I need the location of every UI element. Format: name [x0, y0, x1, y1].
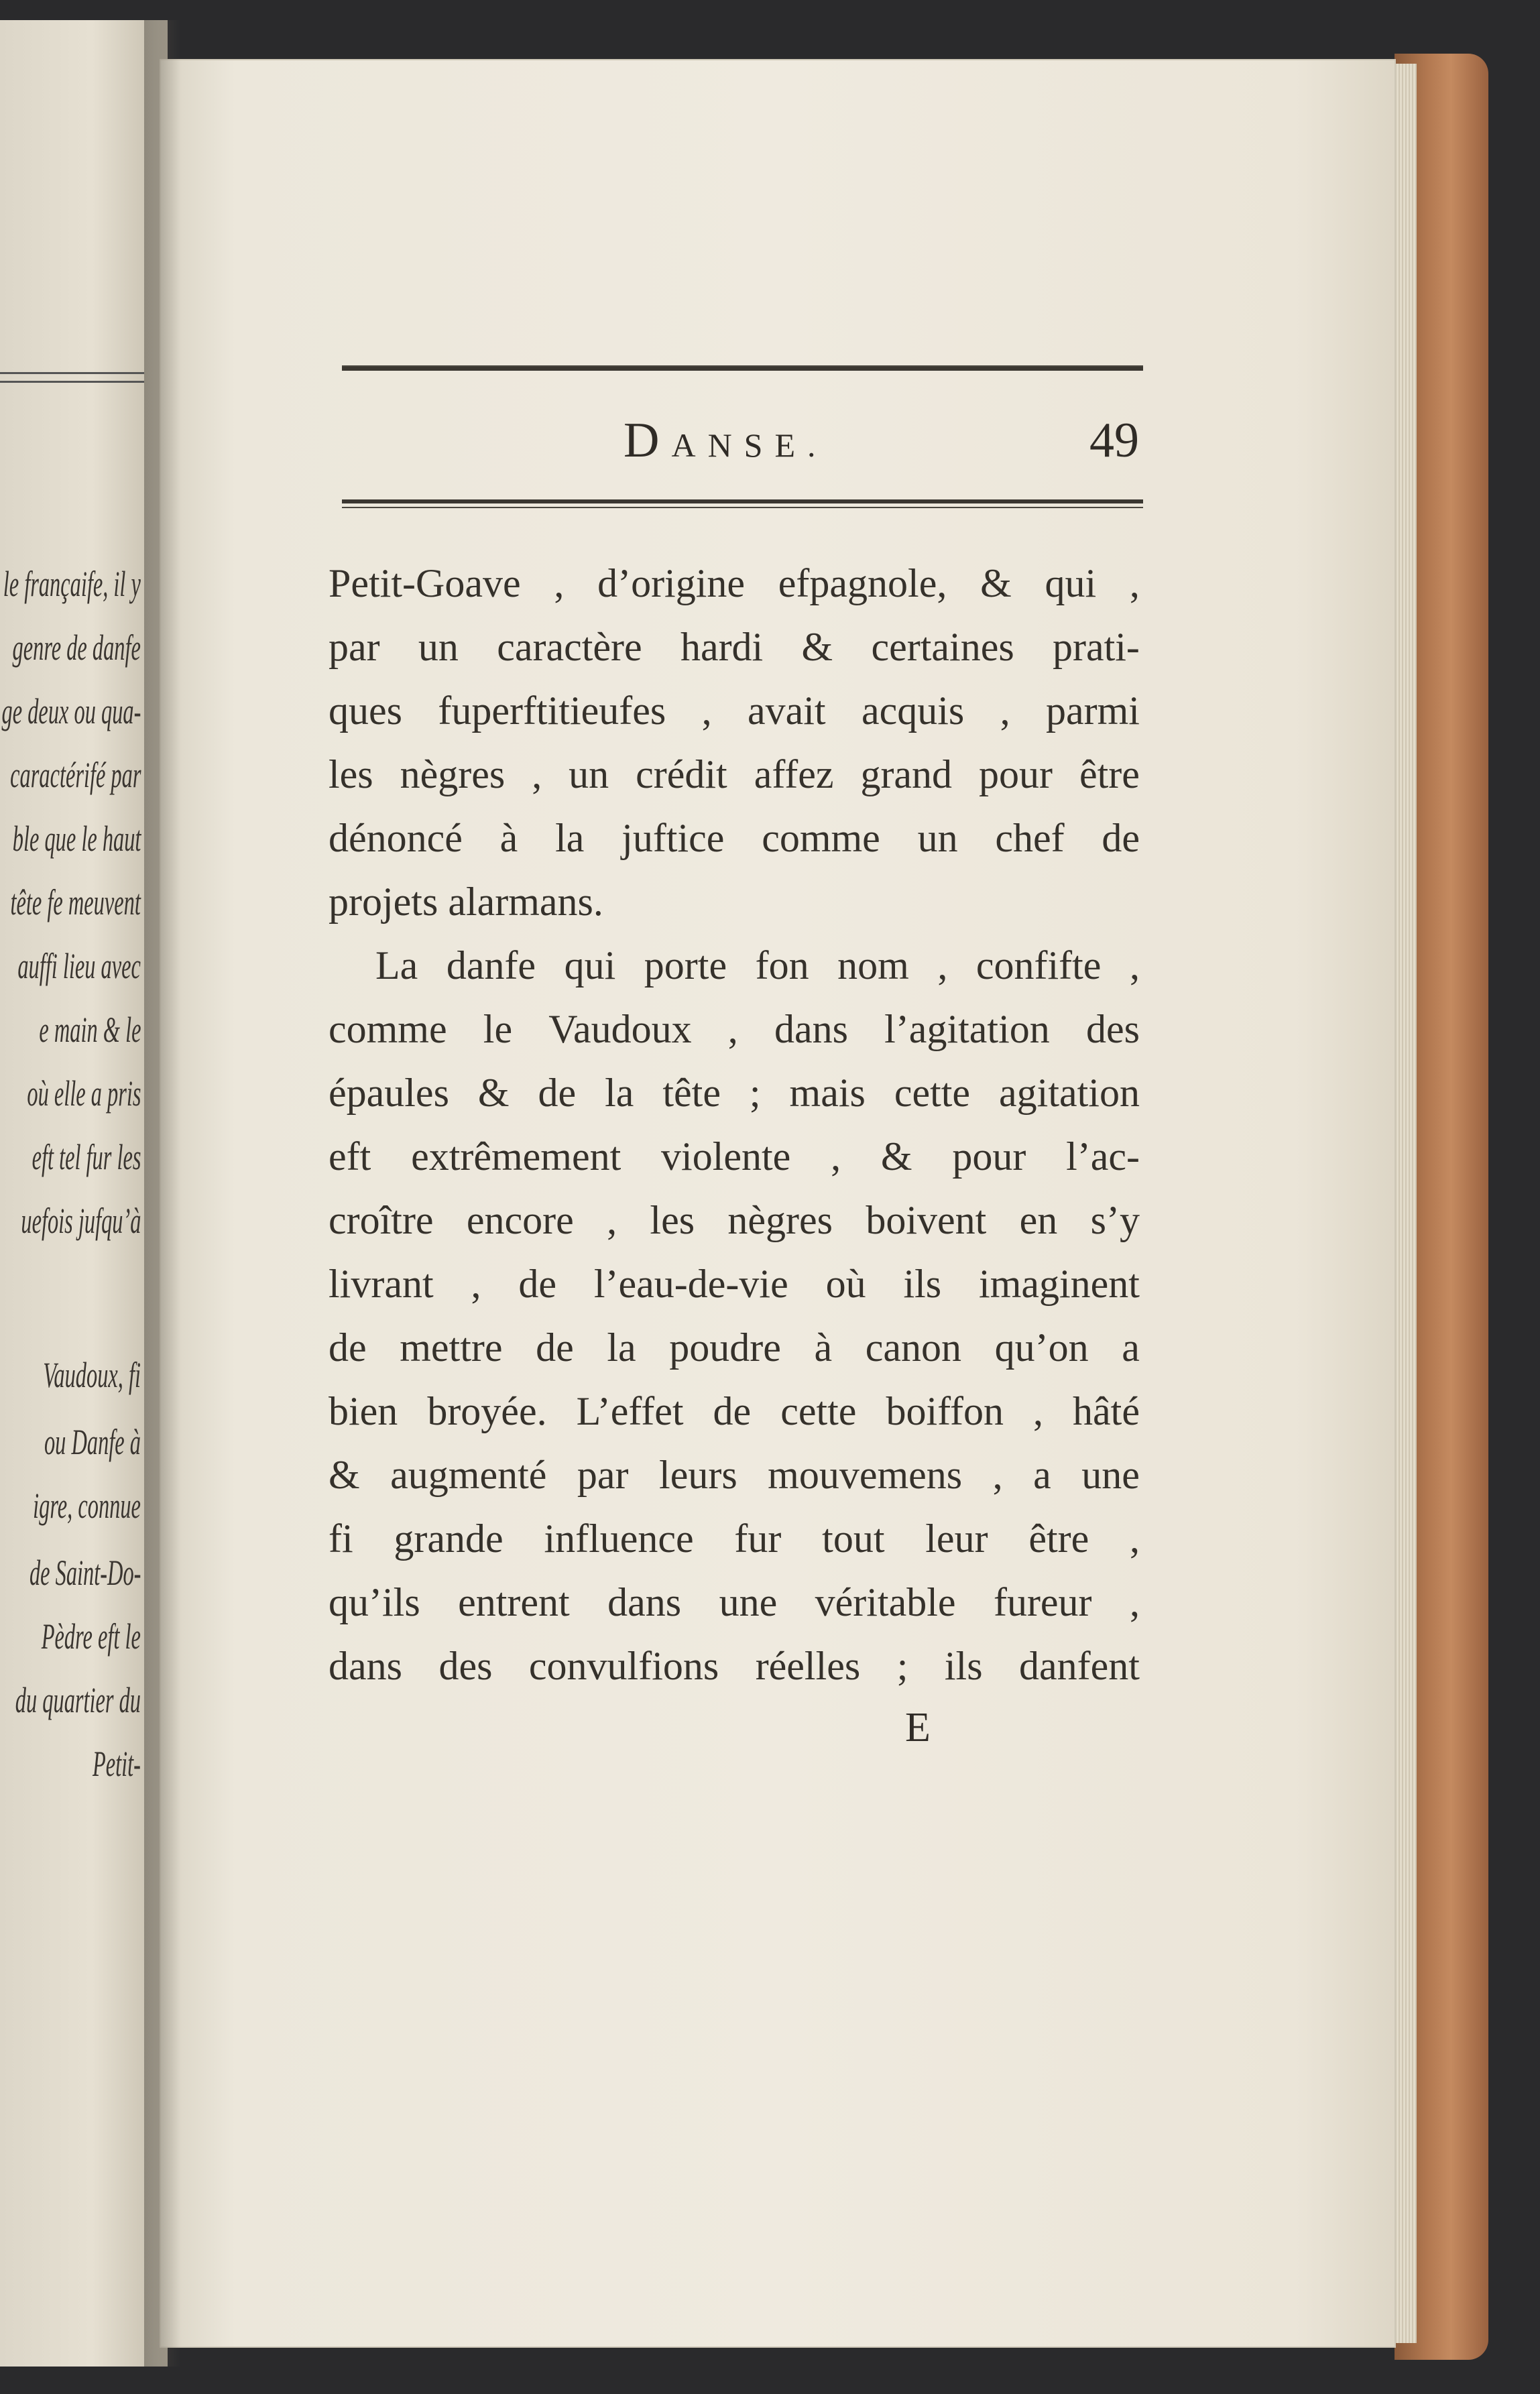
text-line: bien broyée. L’effet de cette boiffon , hâté — [329, 1389, 1140, 1433]
facing-line: caractérifé par — [9, 755, 141, 795]
signature-mark: E — [905, 1705, 931, 1750]
facing-line: ble que le haut — [12, 819, 141, 859]
text-line: fi grande influence fur tout leur être , — [329, 1516, 1140, 1561]
text-line: par un caractère hardi & certaines prati- — [329, 625, 1140, 669]
header-bottom-rule — [342, 499, 1143, 508]
facing-line: Pèdre eft le — [41, 1616, 141, 1657]
facing-line: uefois jufqu’à — [20, 1201, 141, 1241]
facing-line: du quartier du — [15, 1680, 141, 1720]
facing-line: où elle a pris — [26, 1073, 141, 1114]
facing-line: tête fe meuvent — [10, 882, 141, 922]
page-number: 49 — [1089, 413, 1139, 468]
facing-line: le françaife, il y — [3, 564, 141, 604]
text-line: croître encore , les nègres boivent en s’y — [329, 1198, 1140, 1242]
text-line: La danfe qui porte fon nom , confifte , — [375, 943, 1140, 987]
text-line: projets alarmans. — [329, 880, 603, 924]
text-line: les nègres , un crédit affez grand pour être — [329, 752, 1140, 796]
text-line: & augmenté par leurs mouvemens , a une — [329, 1453, 1140, 1497]
facing-line: eft tel fur les — [32, 1137, 141, 1177]
facing-line: auffi lieu avec — [17, 946, 141, 986]
text-line: ques fuperftitieufes , avait acquis , parmi — [329, 689, 1140, 733]
text-line: dénoncé à la juftice comme un chef de — [329, 816, 1140, 860]
facing-line: de Saint-Do- — [29, 1553, 141, 1593]
text-line: comme le Vaudoux , dans l’agitation des — [329, 1007, 1140, 1051]
facing-line: e main & le — [38, 1010, 141, 1050]
text-line: livrant , de l’eau-de-vie où ils imaginent — [329, 1262, 1140, 1306]
header-top-rule — [342, 362, 1143, 371]
facing-page-rules — [0, 372, 144, 390]
text-line: qu’ils entrent dans une véritable fureur , — [329, 1580, 1140, 1624]
text-line: eft extrêmement violente , & pour l’ac- — [329, 1134, 1140, 1179]
text-line: épaules & de la tête ; mais cette agitation — [329, 1071, 1140, 1115]
facing-line: Vaudoux, fi — [43, 1355, 141, 1395]
facing-line: igre, connue — [33, 1486, 141, 1526]
facing-line: ge deux ou qua- — [1, 691, 141, 731]
facing-line: ou Danfe à — [44, 1422, 141, 1462]
gutter-shadow — [144, 20, 181, 2367]
text-line: Petit-Goave , d’origine efpagnole, & qui , — [329, 561, 1140, 605]
text-line: dans des convulfions réelles ; ils danfent — [329, 1644, 1140, 1688]
facing-line: genre de danfe — [12, 627, 141, 668]
facing-line: Petit- — [93, 1744, 141, 1784]
facing-page — [0, 20, 168, 2367]
running-head: DANSE. — [624, 413, 828, 468]
text-line: de mettre de la poudre à canon qu’on a — [329, 1325, 1140, 1370]
